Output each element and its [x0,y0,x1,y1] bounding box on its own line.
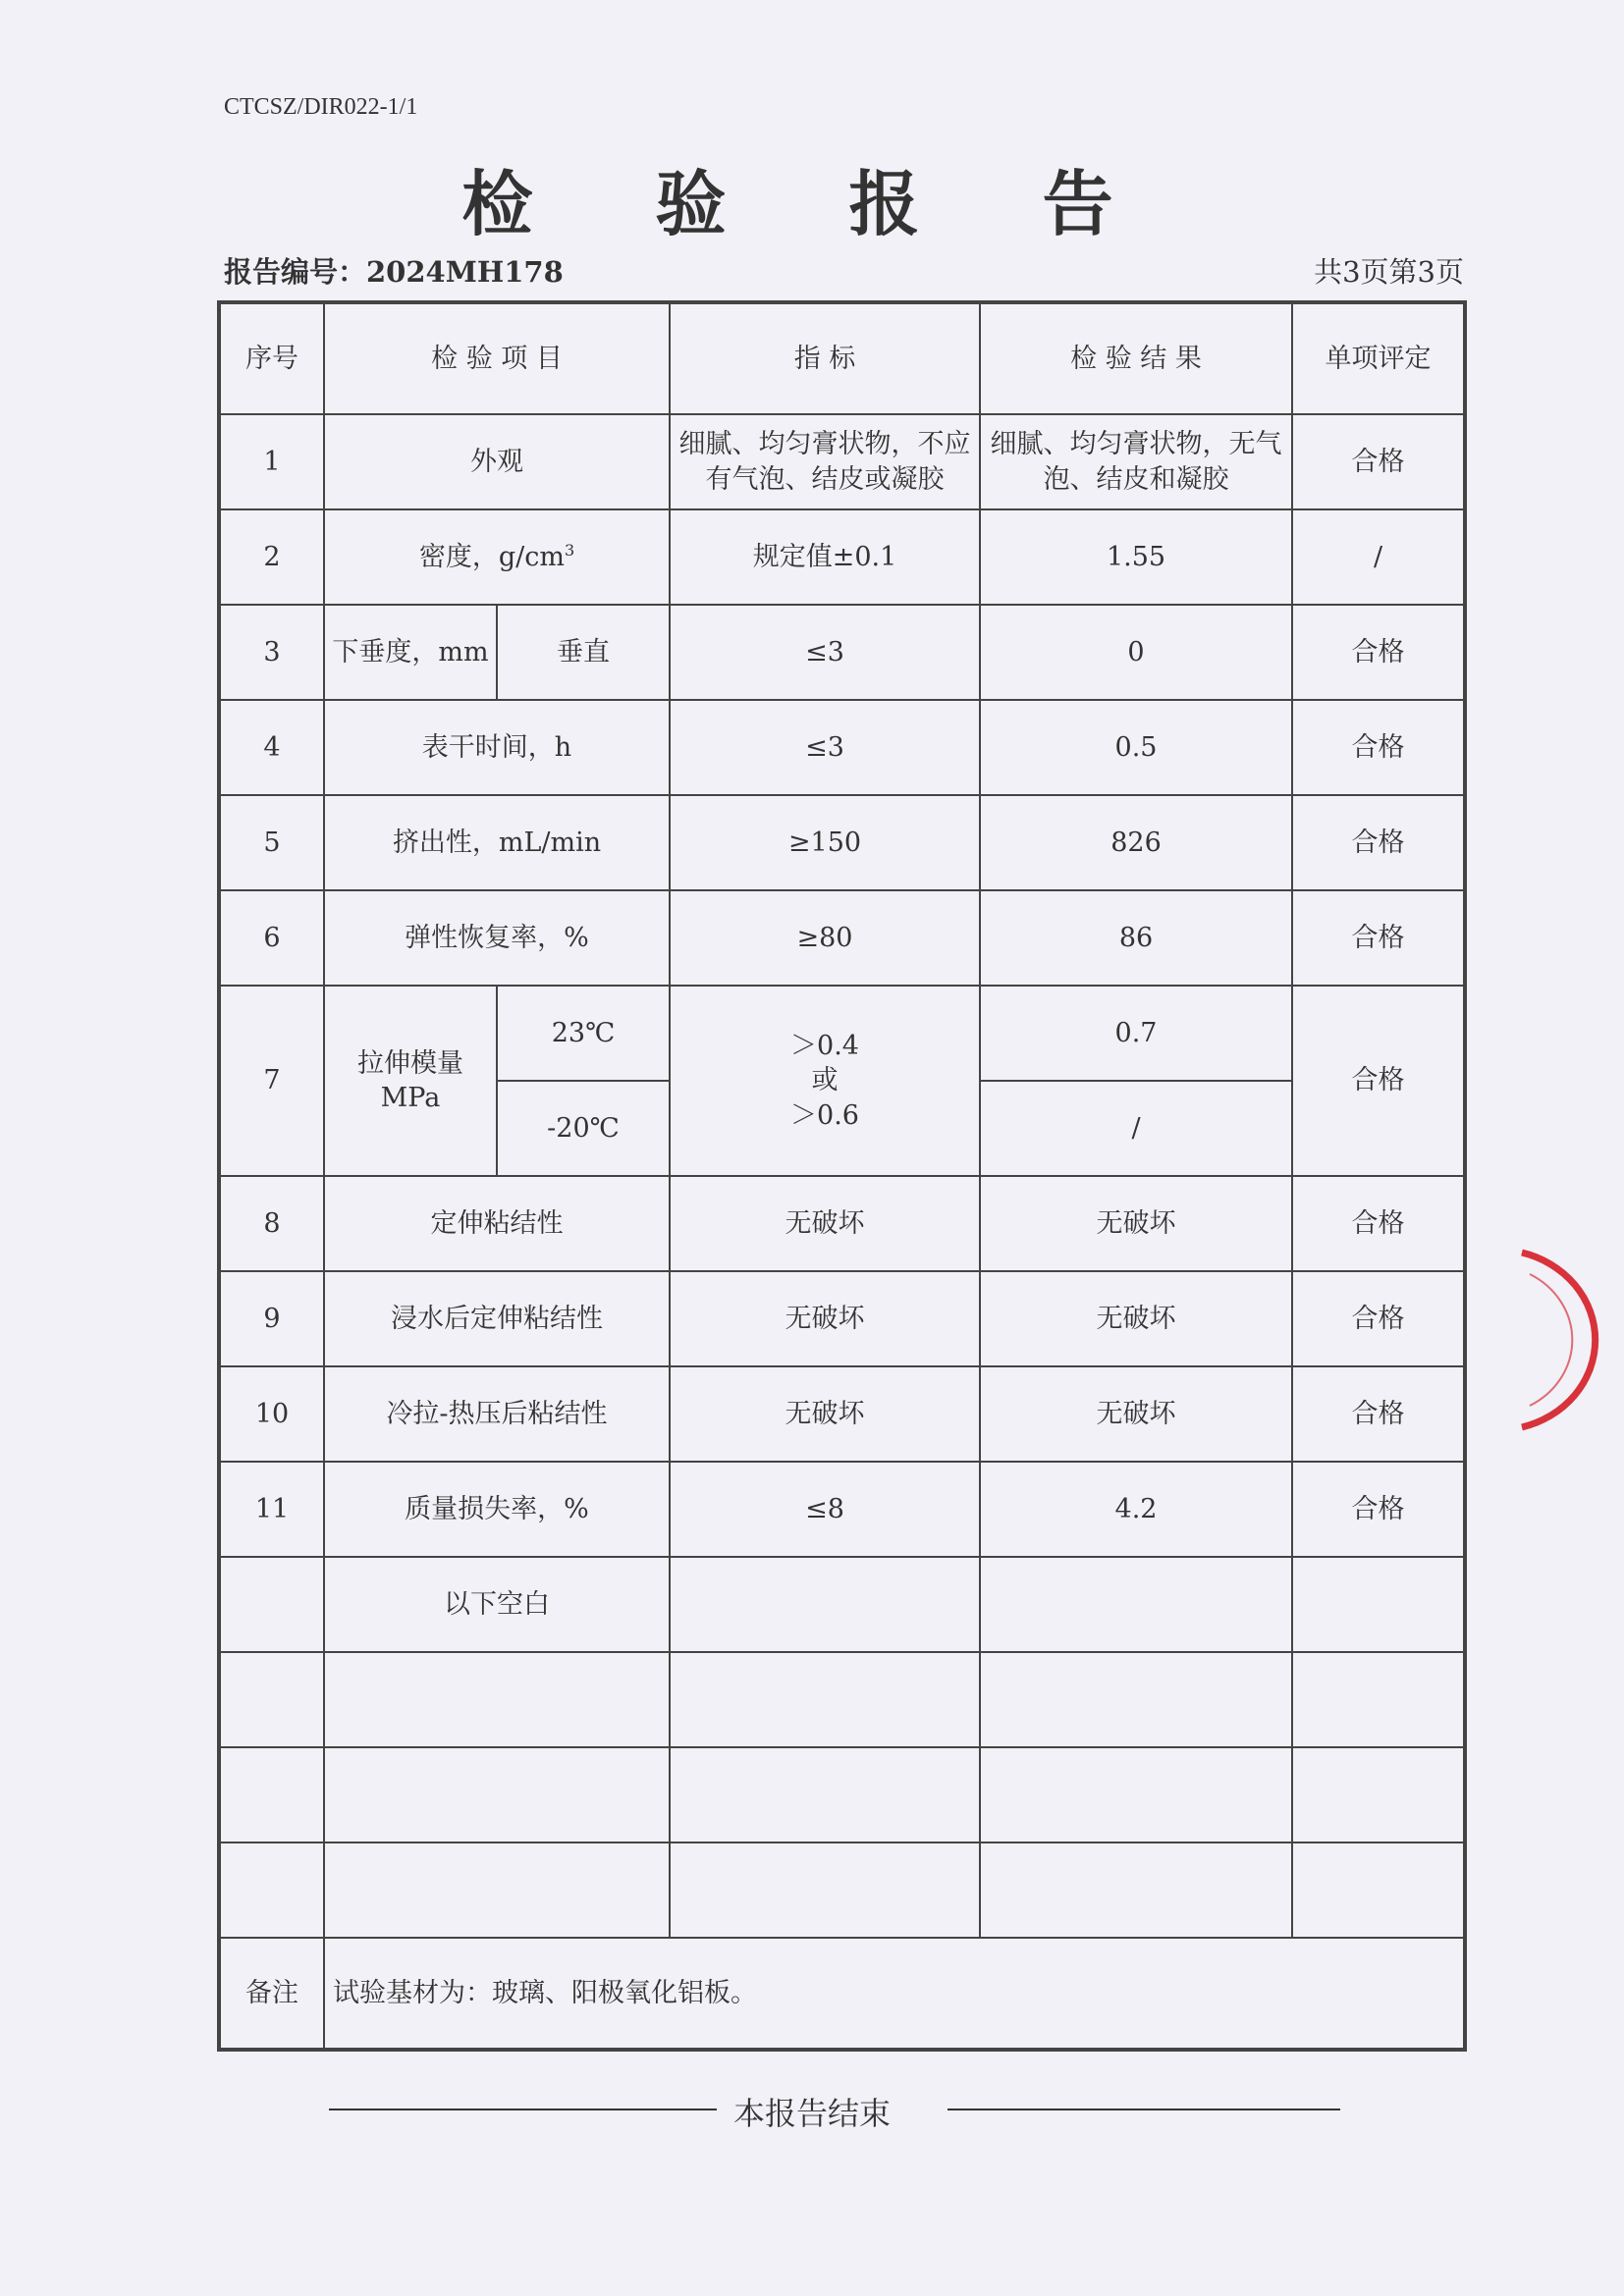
cell-verdict: 合格 [1292,1366,1465,1462]
cell-spec: ≥80 [670,890,980,986]
cell-result [980,1842,1292,1938]
header-spec: 指 标 [670,302,980,414]
cell-seq: 8 [219,1176,324,1271]
cell-result: / [980,1081,1292,1176]
cell-result [980,1747,1292,1842]
cell-spec: ≤3 [670,605,980,700]
cell-seq: 2 [219,509,324,605]
cell-item-text: 拉伸模量 [357,1047,463,1079]
cell-spec: 无破坏 [670,1176,980,1271]
cell-seq [219,1747,324,1842]
cell-item [324,1652,670,1747]
cell-spec [670,1747,980,1842]
cell-result: 无破坏 [980,1366,1292,1462]
cell-item: 表干时间，h [324,700,670,795]
table-row [219,1366,1465,1462]
table-header-row [219,302,1465,414]
cell-item: 浸水后定伸粘结性 [324,1271,670,1366]
cell-spec: ≤3 [670,700,980,795]
cell-seq: 10 [219,1366,324,1462]
table-row [219,795,1465,890]
table-row [219,1176,1465,1271]
cell-result [980,1652,1292,1747]
cell-sub-item: 23℃ [497,986,670,1081]
cell-seq: 3 [219,605,324,700]
cell-item-text: 密度，g/cm [418,541,565,572]
cell-seq [219,1557,324,1652]
cell-spec: ≥150 [670,795,980,890]
cell-verdict [1292,1842,1465,1938]
cell-verdict [1292,1557,1465,1652]
cell-verdict: 合格 [1292,890,1465,986]
blank-note: 以下空白 [324,1557,670,1652]
cell-item-superscript: 3 [564,540,575,560]
cell-item: 外观 [324,414,670,509]
cell-seq: 5 [219,795,324,890]
table-row-blank [219,1747,1465,1842]
cell-result: 0.7 [980,986,1292,1081]
cell-spec [670,1842,980,1938]
cell-verdict: 合格 [1292,1462,1465,1557]
cell-spec: 无破坏 [670,1271,980,1366]
cell-spec [670,1652,980,1747]
official-seal-stamp [1520,1247,1624,1433]
cell-item [324,986,497,1176]
seal-inner-arc [1530,1274,1572,1406]
cell-result: 4.2 [980,1462,1292,1557]
cell-spec-line: ＞0.4 [790,1031,859,1062]
cell-verdict: 合格 [1292,795,1465,890]
table-row [219,890,1465,986]
cell-seq: 4 [219,700,324,795]
cell-seq: 9 [219,1271,324,1366]
cell-verdict [1292,1747,1465,1842]
cell-seq: 7 [219,986,324,1176]
cell-spec: ≤8 [670,1462,980,1557]
cell-item [324,1842,670,1938]
cell-result: 无破坏 [980,1176,1292,1271]
cell-seq [219,1842,324,1938]
page-title: 检 验 报 告 [461,162,1163,245]
cell-result [980,1557,1292,1652]
table-row [219,414,1465,509]
table-row [219,986,1465,1081]
cell-spec: 无破坏 [670,1366,980,1462]
cell-result: 无破坏 [980,1271,1292,1366]
cell-result: 细腻、均匀膏状物，无气泡、结皮和凝胶 [980,414,1292,509]
cell-spec [670,1557,980,1652]
table-row [219,1462,1465,1557]
table-row-blank [219,1652,1465,1747]
remarks-row [219,1938,1465,2050]
cell-seq [219,1652,324,1747]
cell-item: 下垂度，mm [324,605,497,700]
end-of-report: 本报告结束 [732,2095,891,2132]
end-rule-right [947,2109,1340,2110]
cell-result: 0.5 [980,700,1292,795]
header-item: 检 验 项 目 [324,302,670,414]
seal-arc [1522,1253,1596,1427]
cell-result: 0 [980,605,1292,700]
cell-item [324,509,670,605]
cell-item [324,1747,670,1842]
cell-item: 弹性恢复率，% [324,890,670,986]
header-result: 检 验 结 果 [980,302,1292,414]
cell-verdict [1292,1652,1465,1747]
cell-sub-item: 垂直 [497,605,670,700]
cell-item: 挤出性，mL/min [324,795,670,890]
cell-spec-line: ＞0.6 [790,1099,859,1131]
cell-seq: 1 [219,414,324,509]
cell-spec-line: 或 [811,1065,839,1096]
table-row [219,509,1465,605]
cell-verdict: / [1292,509,1465,605]
cell-spec [670,986,980,1176]
report-number: 报告编号：2024MH178 [224,255,564,289]
table-row-blank [219,1842,1465,1938]
page-info: 共3页第3页 [1314,255,1464,289]
cell-seq: 11 [219,1462,324,1557]
header-verdict: 单项评定 [1292,302,1465,414]
remarks-text: 试验基材为：玻璃、阳极氧化铝板。 [324,1938,1465,2050]
cell-verdict: 合格 [1292,700,1465,795]
cell-spec: 规定值±0.1 [670,509,980,605]
cell-item: 定伸粘结性 [324,1176,670,1271]
cell-verdict: 合格 [1292,605,1465,700]
cell-item-unit: MPa [380,1083,441,1113]
cell-verdict: 合格 [1292,986,1465,1176]
document-code: CTCSZ/DIR022-1/1 [224,94,418,120]
cell-result: 1.55 [980,509,1292,605]
cell-item: 质量损失率，% [324,1462,670,1557]
table-row [219,1271,1465,1366]
table-row [219,605,1465,700]
cell-verdict: 合格 [1292,414,1465,509]
cell-seq: 6 [219,890,324,986]
cell-sub-item: -20℃ [497,1081,670,1176]
header-seq: 序号 [219,302,324,414]
cell-spec: 细腻、均匀膏状物，不应有气泡、结皮或凝胶 [670,414,980,509]
cell-verdict: 合格 [1292,1271,1465,1366]
table-row [219,700,1465,795]
cell-result: 86 [980,890,1292,986]
table-row-blank [219,1557,1465,1652]
cell-result: 826 [980,795,1292,890]
cell-item: 冷拉-热压后粘结性 [324,1366,670,1462]
inspection-table [217,300,1467,2052]
cell-verdict: 合格 [1292,1176,1465,1271]
remarks-label: 备注 [219,1938,324,2050]
